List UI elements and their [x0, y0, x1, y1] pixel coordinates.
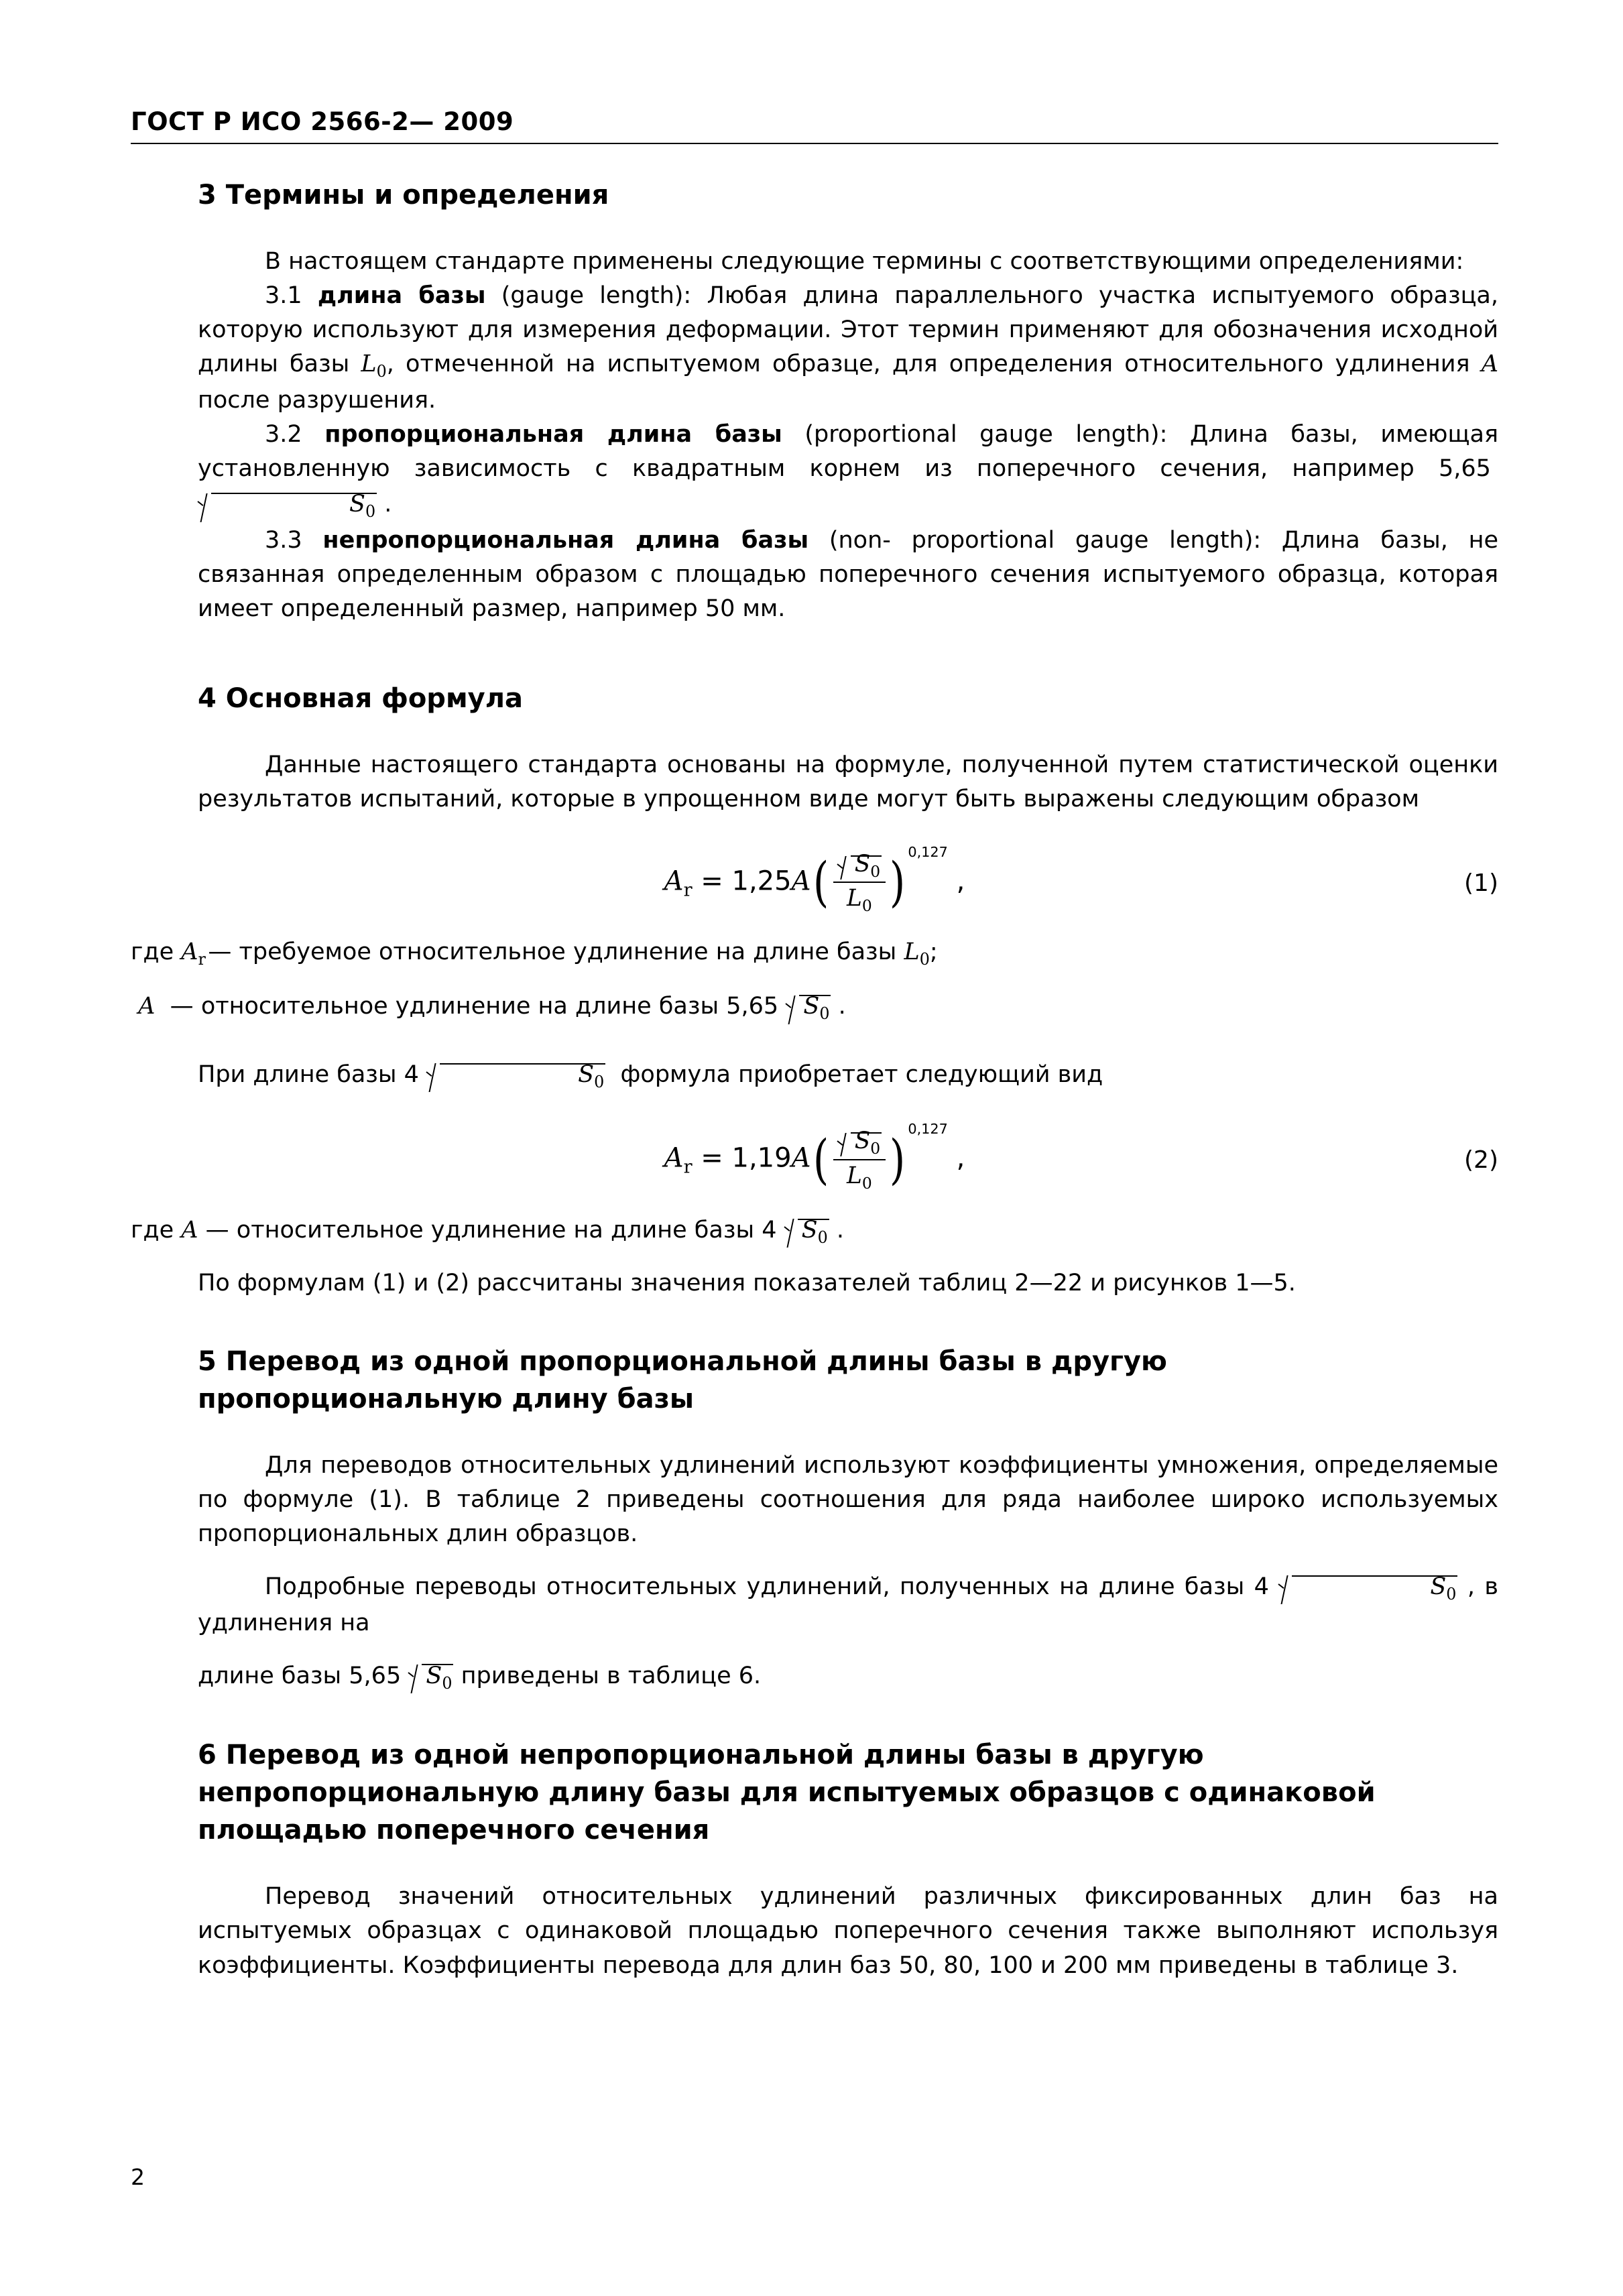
section-4-heading: 4 Основная формула — [198, 683, 523, 715]
section-5-paragraph-2: Подробные переводы относительных удлинений, полученных на длине базы 4 $S_0$ , в удлинения на — [198, 1569, 1498, 1640]
where-a: A — относительное удлинение на длине базы 5,65 $S_0$ . — [131, 988, 1498, 1026]
term-3-1-label: длина базы — [317, 282, 486, 310]
formula-1-parenthesis: ( $\frac{S_0}{L_0}$ ) $^{0,127}$ — [813, 844, 948, 916]
formula-2-exponent: 0,127 — [908, 1121, 948, 1138]
document-header: ГОСТ Р ИСО 2566-2— 2009 — [131, 107, 514, 136]
section-6-paragraph-1: Перевод значений относительных удлинений различных фиксированных длин баз на испытуемых образцах с одинаковой площадью поперечного сечения также выполняют используя коэффициенты. Коэффициенты перевода для длин баз 50, 80, 100 и 200 мм приведены в таблице 3. — [198, 1883, 1498, 1979]
section-5-heading-line1: 5 Перевод из одной пропорциональной длины базы в другую — [198, 1345, 1167, 1377]
formula-1-number: (1) — [1464, 869, 1498, 897]
term-3-3-paragraph: 3.3 непропорциональная длина базы (non- proportional gauge length): Длина базы, не связанная определенным образом с площадью поперечного сечения испытуемого образца, которая имеет определенный размер, например 50 мм. — [198, 527, 1498, 623]
section-5 — [198, 1343, 1498, 1695]
page-content — [131, 107, 1498, 1983]
formula-1-coefficient: 1,25 — [731, 865, 792, 896]
formula-1: $A_r = 1,25A$( $\frac{S_0}{L_0}$ ) $^{0,127}$ , — [664, 844, 965, 916]
formula-1-row — [131, 835, 1498, 935]
formula-2-row — [131, 1111, 1498, 1212]
formula-2-parenthesis: ( $\frac{S_0}{L_0}$ ) $^{0,127}$ — [813, 1121, 948, 1193]
section-4-closing: По формулам (1) и (2) рассчитаны значения показателей таблиц 2—22 и рисунков 1—5. — [198, 1270, 1296, 1297]
section-6-heading-line3: площадью поперечного сечения — [198, 1815, 710, 1846]
section-5-paragraph-2-cont: длине базы 5,65 $S_0$ приведены в таблице 6. — [198, 1658, 1498, 1695]
where-a2: где A — относительное удлинение на длине базы 4 $S_0$ . — [131, 1212, 1498, 1250]
section-6 — [198, 1736, 1498, 1982]
where-ar: где $A_r$ — требуемое относительное удлинение на длине базы $L_0$; — [131, 938, 938, 969]
section-3 — [198, 176, 1498, 626]
gauge-length-note: При длине базы 4 $S_0$ формула приобретает следующий вид — [131, 1056, 1498, 1094]
header-rule — [131, 143, 1498, 144]
formula-2-number: (2) — [1464, 1146, 1498, 1174]
formula-2: $A_r = 1,19A$( $\frac{S_0}{L_0}$ ) $^{0,127}$ , — [664, 1121, 965, 1193]
term-3-3-label: непропорциональная длина базы — [322, 527, 809, 554]
section-6-heading-line1: 6 Перевод из одной непропорциональной длины базы в другую — [198, 1740, 1204, 1771]
term-3-2-label: пропорциональная длина базы — [324, 421, 782, 448]
section-5-paragraph-1: Для переводов относительных удлинений используют коэффициенты умножения, определяемые по формуле (1). В таблице 2 приведены соотношения для ряда наиболее широко используемых пропорциональных длин образцов. — [198, 1451, 1498, 1547]
formula-2-coefficient: 1,19 — [731, 1142, 792, 1174]
section-4-intro: Данные настоящего стандарта основаны на формуле, полученной путем статистической оценки результатов испытаний, которые в упрощенном виде могут быть выражены следующим образом — [198, 751, 1498, 813]
page-number: 2 — [131, 2164, 145, 2190]
section-3-intro: В настоящем стандарте применены следующие термины с соответствующими определениями: — [265, 248, 1464, 275]
section-3-heading: 3 Термины и определения — [198, 180, 609, 210]
section-6-heading-line2: непропорциональную длину базы для испытуемых образцов с одинаковой — [198, 1777, 1376, 1809]
section-4 — [198, 680, 1498, 817]
term-3-1-paragraph: 3.1 длина базы (gauge length): Любая длина параллельного участка испытуемого образца, которую используют для измерения деформации. Этот термин применяют для обозначения исходной длины базы $L_0$, отмеченной на испытуемом образце, для определения относительного удлинения A после разрушения. — [198, 282, 1498, 414]
section-5-heading-line2: пропорциональную длину базы — [198, 1383, 694, 1414]
sqrt-s0: $S_0$ — [198, 486, 377, 524]
term-3-2-paragraph: 3.2 пропорциональная длина базы (proportional gauge length): Длина базы, имеющая установленную зависимость с квадратным корнем из поперечного сечения, например 5,65 $S_0$ . — [198, 418, 1498, 524]
formula-1-exponent: 0,127 — [908, 844, 948, 861]
